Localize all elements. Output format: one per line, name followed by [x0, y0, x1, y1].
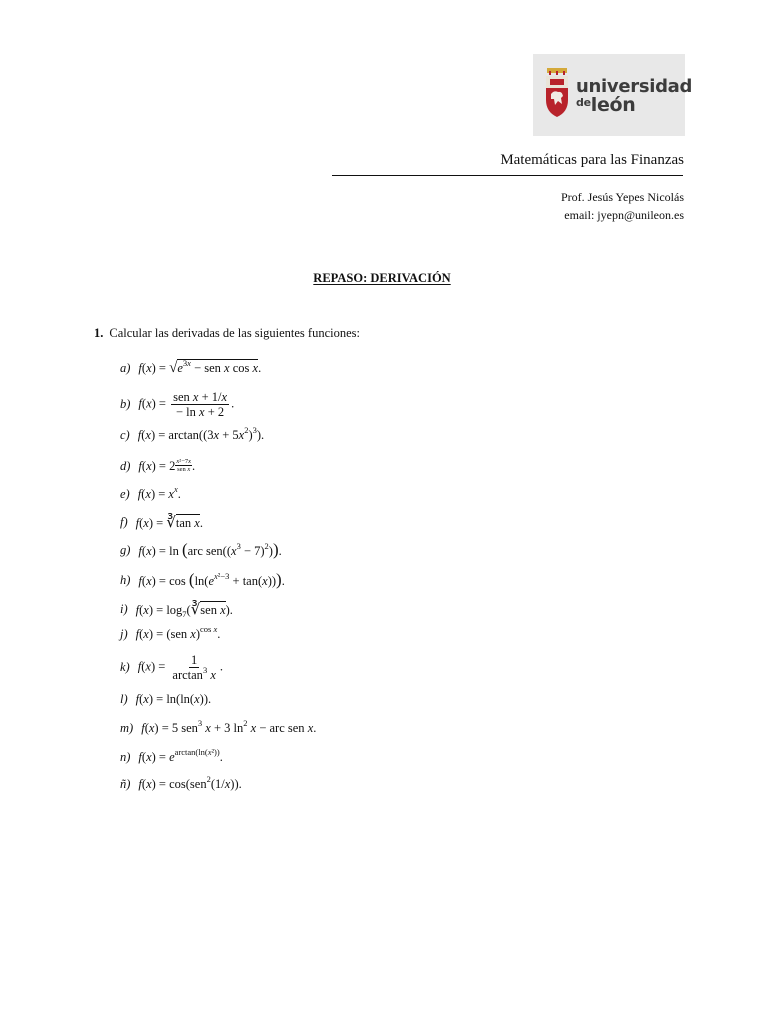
- list-item: [120, 747, 223, 765]
- item-formula: $f(x) = x^x$.: [137, 484, 181, 501]
- list-item: [120, 718, 317, 736]
- item-formula: $f(x) = e^{arctan(ln(x^2))}$.: [138, 747, 223, 764]
- exercise-number: 1.: [94, 326, 104, 340]
- item-formula: f(x) = $\frac{1}{\arctan^3 x}$ .: [137, 653, 223, 682]
- exercise-text: Calcular las derivadas de las siguientes funciones:: [109, 326, 360, 340]
- item-formula: f(x) = $\frac{\text{sen x + 1/x}}{\text{− ln x + 2}}$ .: [138, 390, 235, 419]
- item-formula: f(x) = ∛tan x.: [135, 515, 203, 531]
- item-formula: $f(x) = √e^{3x}$ − sen x cos x.: [138, 358, 262, 376]
- list-item: [120, 624, 221, 642]
- item-formula: f(x) = 2 $\frac{\text{x²−7x}}{\text{sen x}}$ .: [138, 458, 196, 473]
- item-label: c): [120, 428, 130, 442]
- item-formula: f(x) = ln(ln(x)).: [135, 692, 212, 706]
- page-title: [0, 271, 764, 286]
- item-label: ñ): [120, 777, 131, 791]
- item-formula: f(x) = 5 sen$^3$ x + 3 $\ln^2 x$ − arc sen x.: [141, 718, 317, 735]
- university-logo: [533, 54, 693, 136]
- item-formula: f(x) = (sen x)$^{cos x}$.: [135, 624, 221, 641]
- item-label: l): [120, 692, 128, 706]
- logo-leon-text: [576, 96, 692, 117]
- logo-de-text: de: [576, 96, 591, 109]
- item-label: j): [120, 627, 128, 641]
- item-label: f): [120, 515, 128, 529]
- list-item: [120, 570, 285, 590]
- item-label: k): [120, 660, 130, 674]
- list-item: [120, 513, 203, 532]
- exercise-statement: [94, 326, 360, 341]
- list-item: [120, 692, 211, 707]
- page-title-text: REPASO: DERIVACIÓN: [313, 271, 451, 285]
- list-item: [120, 458, 195, 474]
- professor-name: Prof. Jesús Yepes Nicolás: [561, 190, 684, 204]
- list-item: [120, 425, 265, 443]
- item-label: h): [120, 572, 131, 587]
- item-label: m): [120, 721, 134, 735]
- item-label: n): [120, 750, 131, 764]
- list-item: [120, 653, 223, 682]
- university-shield-icon: [545, 68, 569, 118]
- item-formula: f(x) = cos(sen$^2$(1/x)).: [138, 774, 242, 791]
- course-title: Matemáticas para las Finanzas: [500, 152, 684, 168]
- list-item: [120, 484, 181, 502]
- professor-email: email: jyepn@unileon.es: [564, 208, 684, 222]
- university-wordmark: [576, 78, 692, 117]
- item-formula: $f(x) = \cos (\ln(e^{x^2-3} + \tan(x)))$.: [138, 570, 285, 589]
- list-item: [120, 774, 242, 792]
- item-label: e): [120, 487, 130, 501]
- item-formula: $f(x) = \log_7(∛sen$ x).: [135, 602, 233, 619]
- item-label: a): [120, 361, 131, 375]
- list-item: [120, 600, 233, 619]
- list-item: [120, 360, 261, 377]
- list-item: [120, 540, 282, 560]
- item-label: d): [120, 458, 131, 473]
- header-rule: [332, 175, 683, 176]
- item-label: g): [120, 542, 131, 557]
- list-item: [120, 390, 234, 419]
- item-label: i): [120, 602, 128, 616]
- item-formula: $f(x) = \arctan((3x + 5x^2)^3)$.: [137, 425, 265, 442]
- logo-universidad-text: universidad: [576, 76, 693, 97]
- item-label: b): [120, 397, 131, 411]
- item-formula: f(x) = ln (arc $sen((x^3 - 7)^2)$).: [138, 540, 282, 559]
- logo-leon-word: león: [590, 94, 636, 116]
